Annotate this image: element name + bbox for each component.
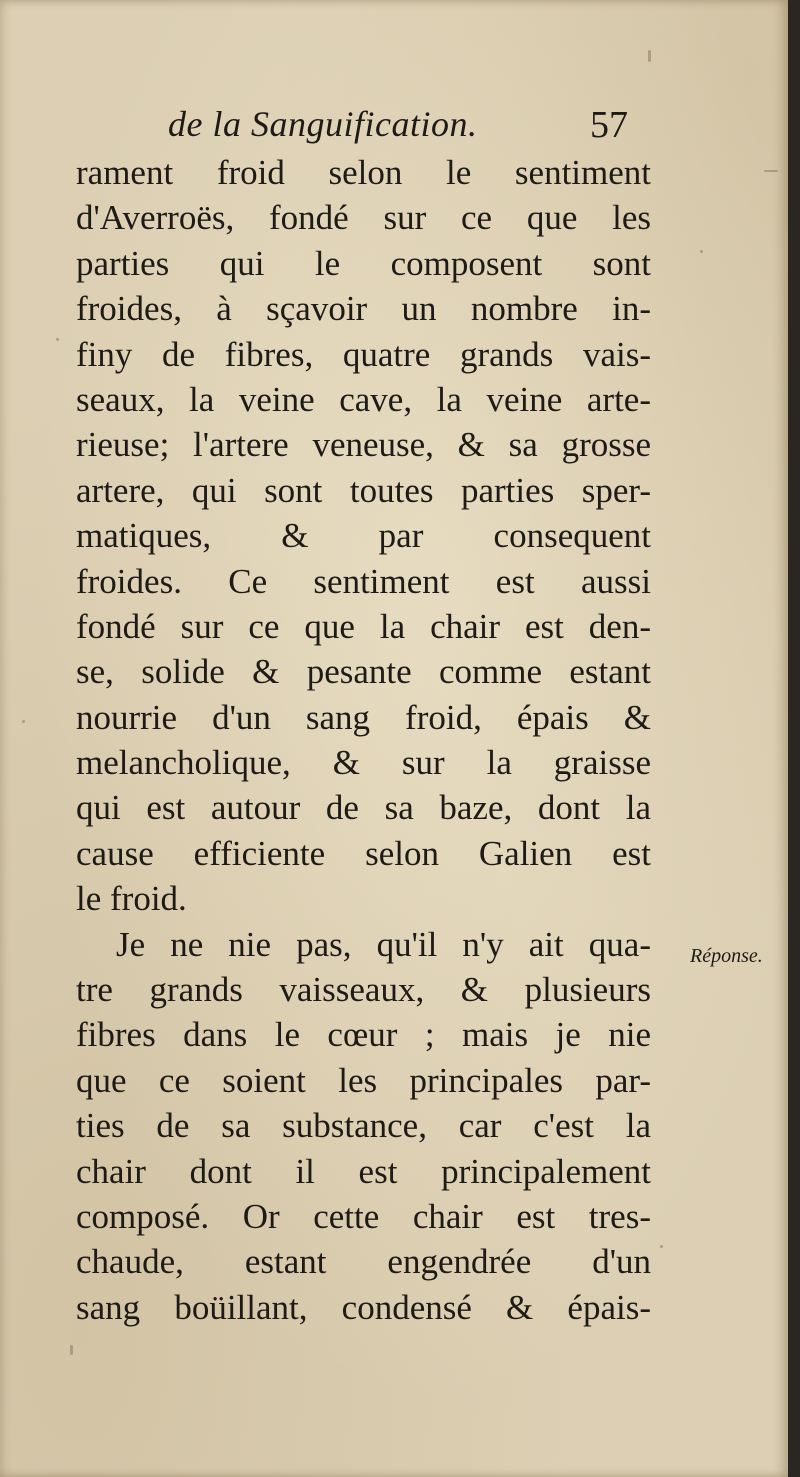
text-line: cause efficiente selon Galien est — [76, 833, 651, 873]
text-line: matiques, & par consequent — [76, 516, 651, 556]
text-line: parties qui le composent sont — [76, 243, 651, 283]
text-line: chair dont il est principalement — [76, 1151, 651, 1191]
running-title: de la Sanguification. — [168, 104, 478, 144]
paper-speck — [70, 1345, 73, 1355]
text-line: qui est autour de sa baze, dont la — [76, 788, 651, 828]
paper-speck — [660, 1245, 663, 1248]
text-line: melancholique, & sur la graisse — [76, 743, 651, 783]
text-line: tre grands vaisseaux, & plusieurs — [76, 970, 651, 1010]
paper-speck — [764, 170, 778, 172]
text-line: finy de fibres, quatre grands vais- — [76, 334, 651, 374]
text-line: rament froid selon le sentiment — [76, 153, 651, 192]
text-line: d'Averroës, fondé sur ce que les — [76, 198, 651, 238]
page-header — [0, 95, 788, 155]
text-line: le froid. — [76, 879, 187, 919]
text-line: fibres dans le cœur ; mais je nie — [76, 1015, 651, 1055]
text-line: seaux, la veine cave, la veine arte- — [76, 379, 651, 419]
paragraph-1 — [76, 150, 651, 922]
text-line: nourrie d'un sang froid, épais & — [76, 697, 651, 737]
text-line: chaude, estant engendrée d'un — [76, 1242, 651, 1282]
text-line: se, solide & pesante comme estant — [76, 652, 651, 692]
text-line: froides. Ce sentiment est aussi — [76, 561, 651, 601]
body-text — [76, 150, 651, 1376]
text-line: Je ne nie pas, qu'il n'y ait qua- — [116, 924, 651, 964]
paper-speck — [648, 50, 651, 62]
text-line: ties de sa substance, car c'est la — [76, 1106, 651, 1146]
paper-speck — [22, 720, 25, 723]
text-line — [76, 1330, 651, 1375]
text-line: sang boüillant, condensé & épais- — [76, 1287, 651, 1327]
text-line: rieuse; l'artere veneuse, & sa grosse — [76, 425, 651, 465]
text-line: artere, qui sont toutes parties sper- — [76, 470, 651, 510]
paper-speck — [700, 250, 703, 253]
text-line: composé. Or cette chair est tres- — [76, 1196, 651, 1236]
page-number: 57 — [590, 104, 628, 146]
paragraph-2 — [76, 922, 651, 1376]
text-line: froides, à sçavoir un nombre in- — [76, 289, 651, 329]
text-line: fondé sur ce que la chair est den- — [76, 606, 651, 646]
margin-note: Réponse. — [690, 945, 763, 967]
text-line: que ce soient les principales par- — [76, 1060, 651, 1100]
paper-speck — [56, 338, 59, 341]
